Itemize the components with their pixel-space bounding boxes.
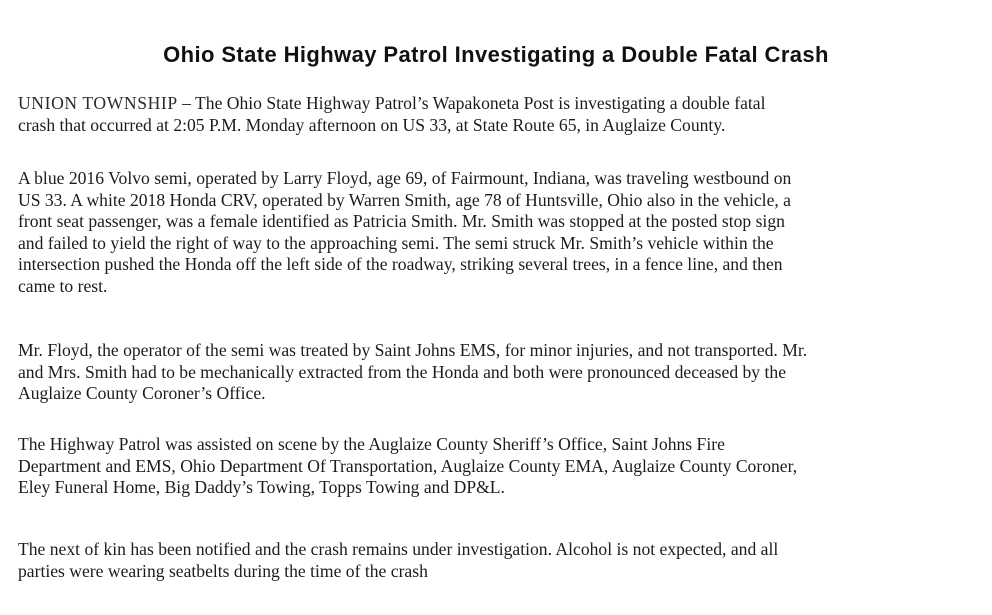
paragraph-line: The Highway Patrol was assisted on scene by the Auglaize County Sheriff’s Office, Saint Johns Fire bbox=[18, 434, 725, 454]
paragraph-3 bbox=[18, 340, 978, 405]
paragraph-line: parties were wearing seatbelts during the time of the crash bbox=[18, 560, 428, 581]
paragraph-line: crash that occurred at 2:05 P.M. Monday afternoon on US 33, at State Route 65, in Auglaize County. bbox=[18, 114, 726, 135]
paragraph-line: front seat passenger, was a female identified as Patricia Smith. Mr. Smith was stopped at the posted stop sign bbox=[18, 211, 785, 231]
paragraph-line: and failed to yield the right of way to the approaching semi. The semi struck Mr. Smith’s vehicle within the bbox=[18, 232, 774, 253]
paragraph-line: A blue 2016 Volvo semi, operated by Larry Floyd, age 69, of Fairmount, Indiana, was traveling westbound on bbox=[18, 168, 792, 188]
paragraph-line: Auglaize County Coroner’s Office. bbox=[18, 383, 266, 403]
paragraph-line: and Mrs. Smith had to be mechanically extracted from the Honda and both were pronounced deceased by the bbox=[18, 361, 786, 382]
paragraph-4 bbox=[18, 434, 978, 499]
paragraph-line bbox=[18, 93, 978, 115]
paragraph-line: intersection pushed the Honda off the left side of the roadway, striking several trees, in a fence line, and then bbox=[18, 254, 783, 274]
paragraph-line: Department and EMS, Ohio Department Of Transportation, Auglaize County EMA, Auglaize County Coroner, bbox=[18, 455, 798, 476]
paragraph-5 bbox=[18, 539, 978, 582]
paragraph-line: US 33. A white 2018 Honda CRV, operated by Warren Smith, age 78 of Huntsville, Ohio also in the vehicle, a bbox=[18, 189, 791, 210]
paragraph-1 bbox=[18, 93, 978, 136]
document-title: Ohio State Highway Patrol Investigating a Double Fatal Crash bbox=[163, 42, 829, 67]
paragraph-line: Eley Funeral Home, Big Daddy’s Towing, Topps Towing and DP&L. bbox=[18, 477, 505, 497]
lede-text: – The Ohio State Highway Patrol’s Wapakoneta Post is investigating a double fatal bbox=[177, 93, 766, 113]
paragraph-line: Mr. Floyd, the operator of the semi was treated by Saint Johns EMS, for minor injuries, and not transported. Mr. bbox=[18, 340, 808, 360]
dateline: UNION TOWNSHIP bbox=[18, 93, 178, 113]
paragraph-line: came to rest. bbox=[18, 275, 108, 296]
paragraph-2 bbox=[18, 168, 978, 297]
paragraph-line: The next of kin has been notified and the crash remains under investigation. Alcohol is not expected, and all bbox=[18, 539, 779, 559]
